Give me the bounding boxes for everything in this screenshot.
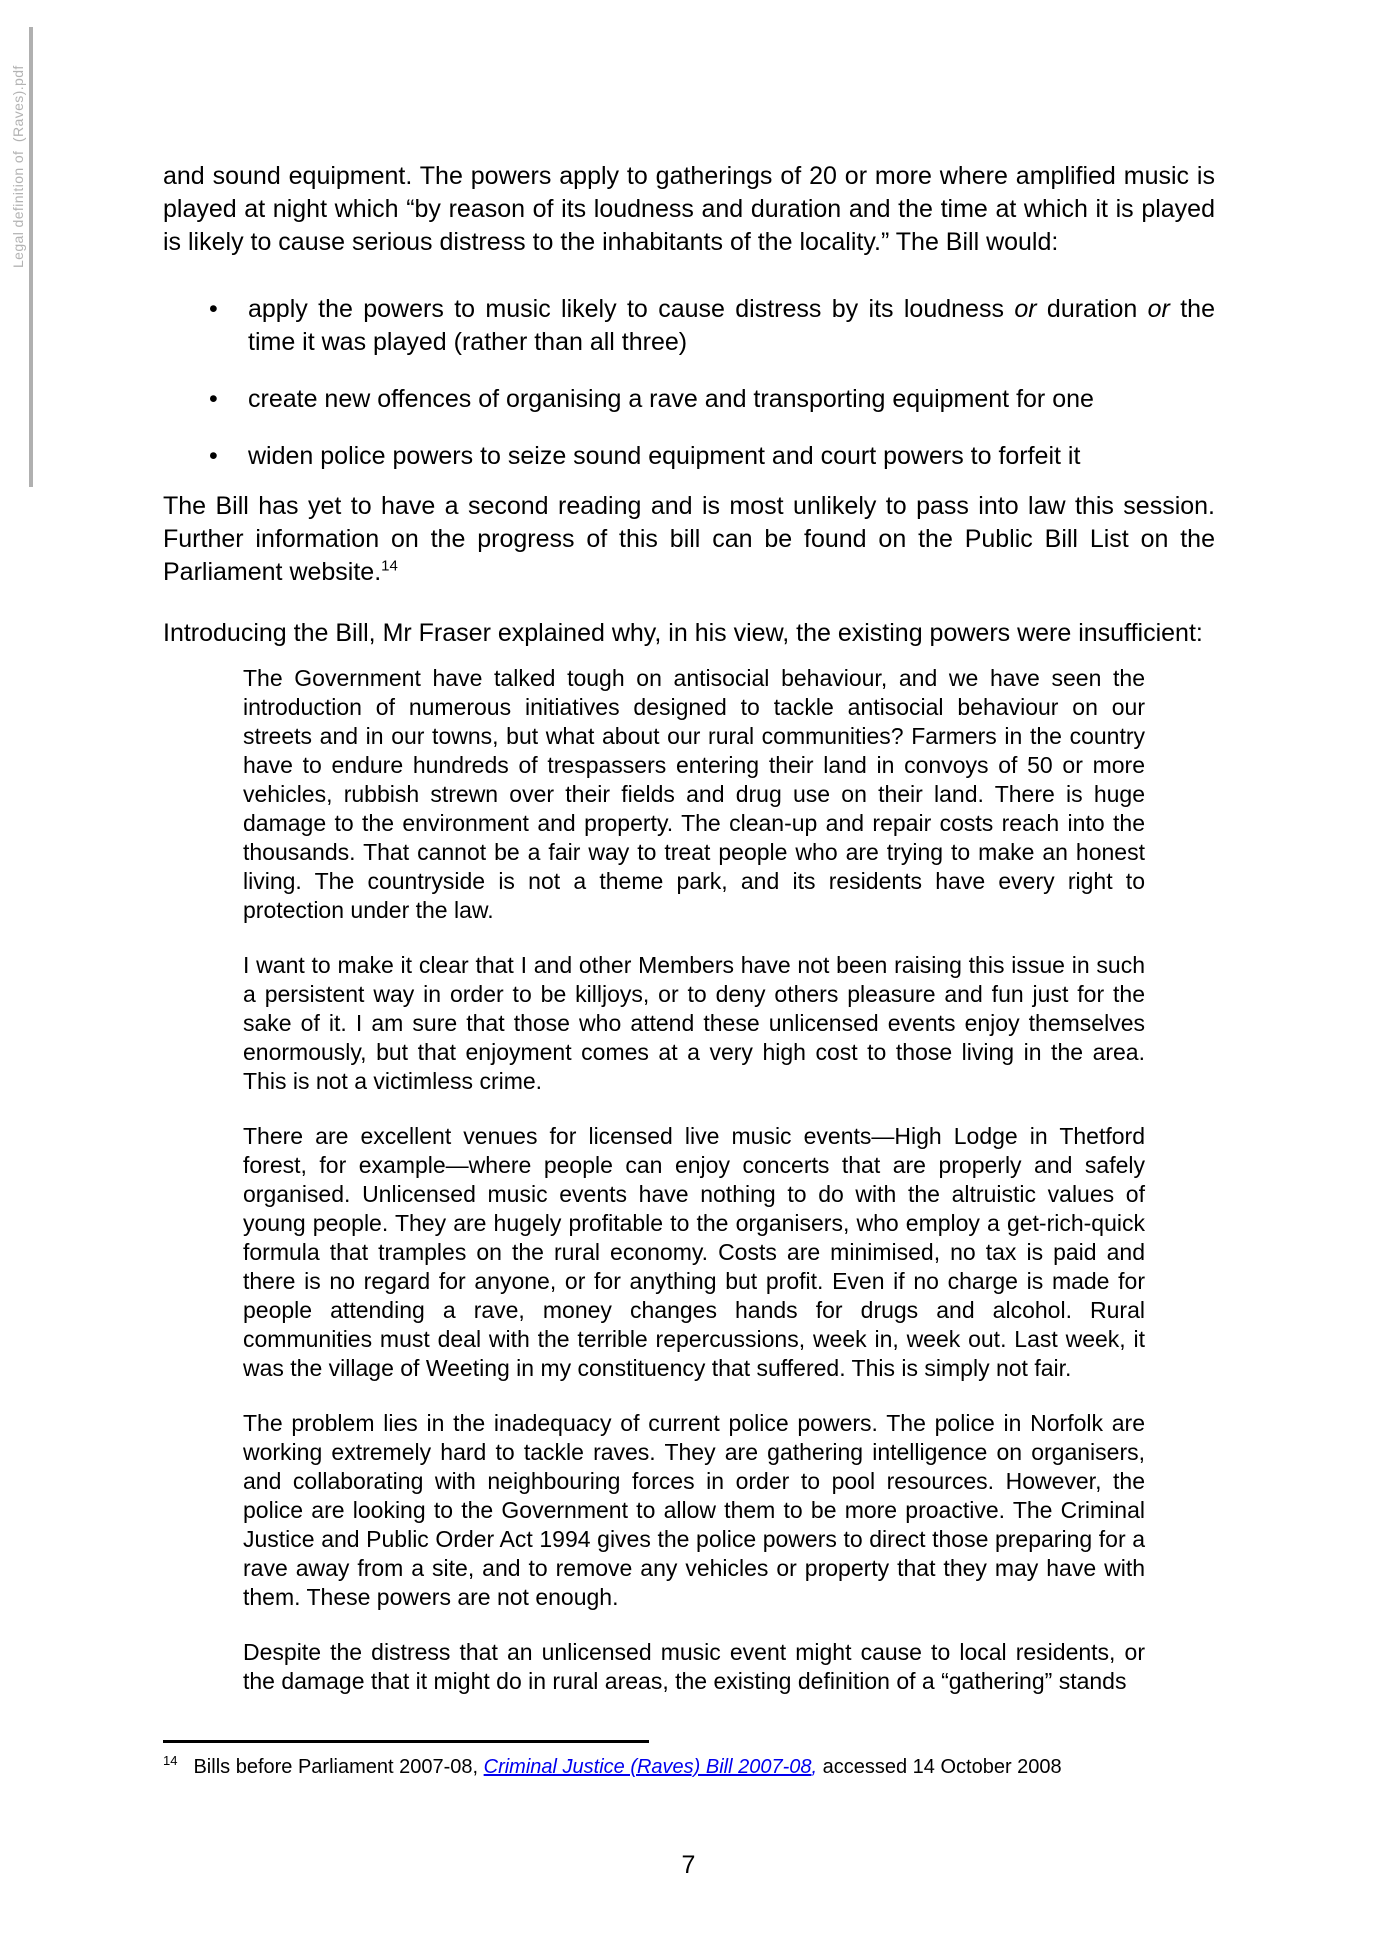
footnote-comma: , bbox=[811, 1756, 818, 1778]
bullet-text: widen police powers to seize sound equipment and court powers to forfeit it bbox=[248, 442, 1081, 470]
document-content bbox=[163, 160, 1215, 1696]
quote-paragraph: The problem lies in the inadequacy of current police powers. The police in Norfolk are working extremely hard to tackle raves. They are gathering intelligence on organisers, and collaborating with neighbouring forces in order to pool resources. However, the police are looking to the Government to allow them to be more proactive. The Criminal Justice and Public Order Act 1994 gives the police powers to direct those preparing for a rave away from a site, and to remove any vehicles or property that they may have with them. These powers are not enough. bbox=[243, 1410, 1145, 1610]
quote-paragraph: Despite the distress that an unlicensed music event might cause to local residents, or the damage that it might do in rural areas, the existing definition of a “gathering” stands bbox=[243, 1639, 1145, 1694]
footnote-area bbox=[163, 1740, 1215, 1779]
bill-bullet-list bbox=[163, 293, 1215, 473]
footnote-divider bbox=[163, 1740, 649, 1743]
bullet-item-new-offences bbox=[163, 383, 1215, 416]
bullet-text-segment: apply the powers to music likely to cause distress by its loudness bbox=[248, 295, 1015, 323]
intro-paragraph: and sound equipment. The powers apply to gatherings of 20 or more where amplified music is played at night which “by reason of its loudness and duration and the time at which it is played is likely to cause serious distress to the inhabitants of the locality.” The Bill would: bbox=[163, 162, 1215, 256]
footnote-marker: 14 bbox=[163, 1753, 178, 1769]
bullet-text-segment: the time it was played (rather than all three) bbox=[248, 295, 1215, 356]
bullet-text: create new offences of organising a rave and transporting equipment for one bbox=[248, 385, 1094, 413]
footnote bbox=[163, 1753, 1215, 1779]
bullet-text-segment: duration bbox=[1036, 295, 1148, 323]
bullet-text-italic-or: or bbox=[1147, 295, 1170, 323]
scrollbar-thumb[interactable] bbox=[29, 27, 33, 487]
quote-paragraph: I want to make it clear that I and other Members have not been raising this issue in such a persistent way in order to be killjoys, or to deny others pleasure and fun just for the sake of it. I am sure that those who attend these unlicensed events enjoy themselves enormously, but that enjoyment comes at a very high cost to those living in the area. This is not a victimless crime. bbox=[243, 952, 1145, 1094]
quote-paragraph: There are excellent venues for licensed live music events—High Lodge in Thetford forest, for example—where people can enjoy concerts that are properly and safely organised. Unlicensed music events have nothing to do with the altruistic values of young people. They are hugely profitable to the organisers, who employ a get-rich-quick formula that tramples on the rural economy. Costs are minimised, no tax is paid and there is no regard for anyone, or for anything but profit. Even if no charge is made for people attending a rave, money changes hands for drugs and alcohol. Rural communities must deal with the terrible repercussions, week in, week out. Last week, it was the village of Weeting in my constituency that suffered. This is simply not fair. bbox=[243, 1123, 1145, 1381]
footnote-link[interactable]: Criminal Justice (Raves) Bill 2007-08 bbox=[483, 1756, 812, 1778]
footnote-reference: 14 bbox=[381, 557, 398, 575]
bullet-item-widen-powers bbox=[163, 440, 1215, 473]
blockquote bbox=[243, 664, 1145, 1696]
bullet-icon: • bbox=[209, 295, 218, 323]
footnote-suffix: accessed 14 October 2008 bbox=[817, 1756, 1062, 1778]
bill-status-paragraph bbox=[163, 490, 1215, 589]
bullet-icon: • bbox=[209, 385, 218, 413]
page-number: 7 bbox=[681, 1851, 696, 1879]
bullet-item-apply-powers bbox=[163, 293, 1215, 359]
bullet-icon: • bbox=[209, 442, 218, 470]
bullet-text-italic-or: or bbox=[1014, 295, 1037, 323]
document-title-vertical: Legal definition of (Raves).pdf bbox=[10, 65, 26, 268]
quote-paragraph: The Government have talked tough on antisocial behaviour, and we have seen the introduction of numerous initiatives designed to tackle antisocial behaviour on our streets and in our towns, but what about our rural communities? Farmers in the country have to endure hundreds of trespassers entering their land in convoys of 50 or more vehicles, rubbish strewn over their fields and drug use on their land. There is huge damage to the environment and property. The clean-up and repair costs reach into the thousands. That cannot be a fair way to treat people who are trying to make an honest living. The countryside is not a theme park, and its residents have every right to protection under the law. bbox=[243, 665, 1145, 923]
bill-status-text: The Bill has yet to have a second reading and is most unlikely to pass into law this session. Further information on the progress of this bill can be found on the Public Bill List on the Parliament website. bbox=[163, 492, 1215, 586]
introduce-paragraph: Introducing the Bill, Mr Fraser explained why, in his view, the existing powers were insufficient: bbox=[163, 619, 1203, 647]
footnote-prefix: Bills before Parliament 2007-08, bbox=[193, 1756, 484, 1778]
